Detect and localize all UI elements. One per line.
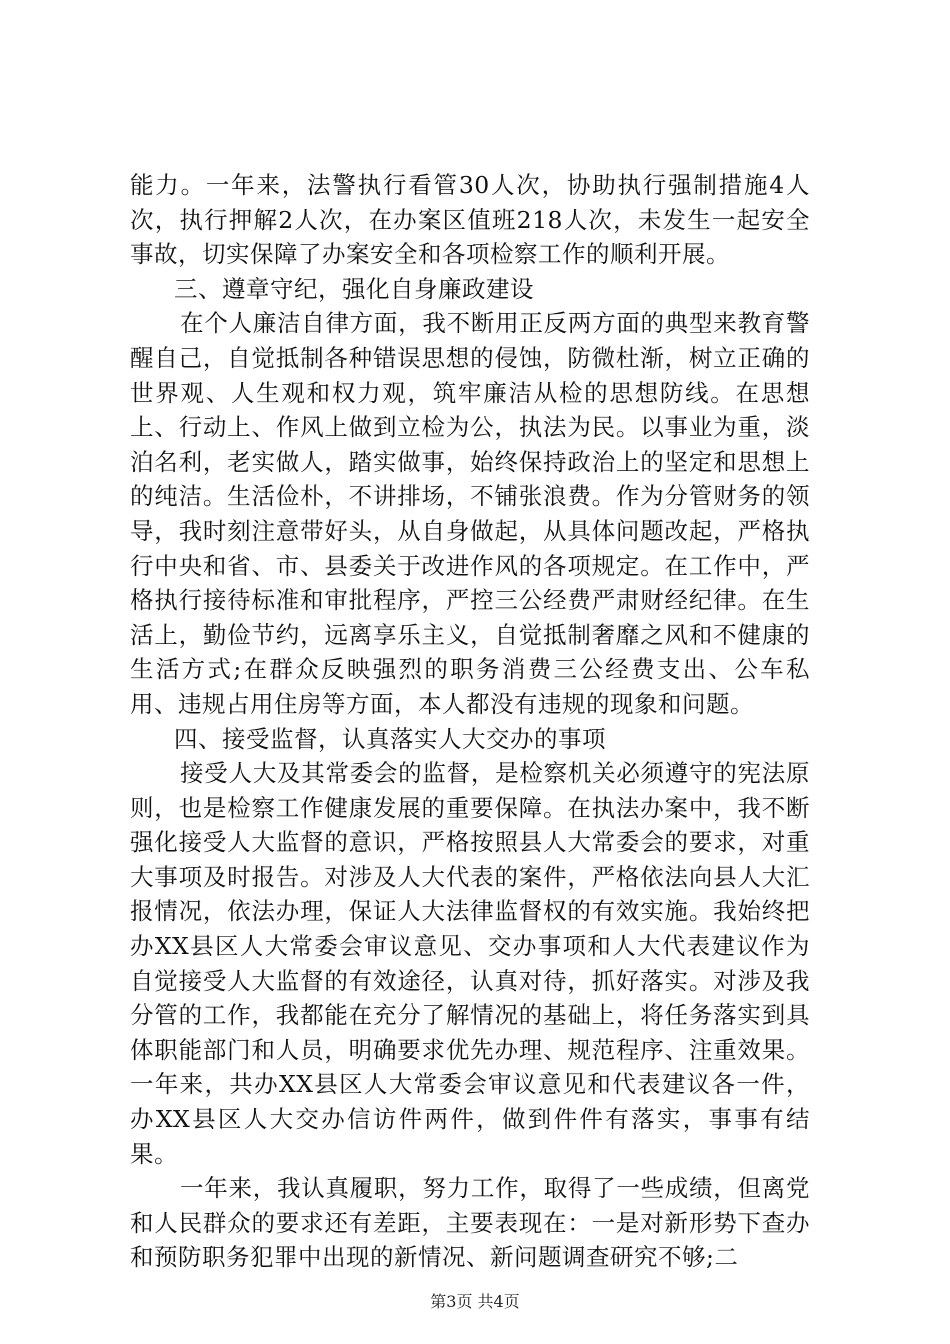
paragraph-summary: 一年来，我认真履职，努力工作，取得了一些成绩，但离党和人民群众的要求还有差距，主要表现在：一是对新形势下查办和预防职务犯罪中出现的新情况、新问题调查研究不够;二 bbox=[130, 1174, 810, 1272]
document-body bbox=[130, 168, 810, 1275]
paragraph-continuation: 能力。一年来，法警执行看管30人次，协助执行强制措施4人次，执行押解2人次，在办案区值班218人次，未发生一起安全事故，切实保障了办案安全和各项检察工作的顺利开展。 bbox=[130, 171, 810, 269]
section-heading-3: 三、遵章守纪，强化自身廉政建设 bbox=[174, 274, 534, 303]
page-footer bbox=[0, 1292, 950, 1312]
page-number-label: 第3页 共4页 bbox=[430, 1292, 520, 1311]
paragraph-supervision: 接受人大及其常委会的监督，是检察机关必须遵守的宪法原则，也是检察工作健康发展的重要保障。在执法办案中，我不断强化接受人大监督的意识，严格按照县人大常委会的要求，对重大事项及时报告。对涉及人大代表的案件，严格依法向县人大汇报情况，依法办理，保证人大法律监督权的有效实施。我始终把办XX县区人大常委会审议意见、交办事项和人大代表建议作为自觉接受人大监督的有效途径，认真对待，抓好落实。对涉及我分管的工作，我都能在充分了解情况的基础上，将任务落实到具体职能部门和人员，明确要求优先办理、规范程序、注重效果。一年来，共办XX县区人大常委会审议意见和代表建议各一件，办XX县区人大交办信访件两件，做到件件有落实，事事有结果。 bbox=[130, 759, 810, 1168]
paragraph-integrity: 在个人廉洁自律方面，我不断用正反两方面的典型来教育警醒自己，自觉抵制各种错误思想的侵蚀，防微杜渐，树立正确的世界观、人生观和权力观，筑牢廉洁从检的思想防线。在思想上、行动上、作风上做到立检为公，执法为民。以事业为重，淡泊名利，老实做人，踏实做事，始终保持政治上的坚定和思想上的纯洁。生活俭朴，不讲排场，不铺张浪费。作为分管财务的领导，我时刻注意带好头，从自身做起，从具体问题改起，严格执行中央和省、市、县委关于改进作风的各项规定。在工作中，严格执行接待标准和审批程序，严控三公经费严肃财经纪律。在生活上，勤俭节约，远离享乐主义，自觉抵制奢靡之风和不健康的生活方式;在群众反映强烈的职务消费三公经费支出、公车私用、违规占用住房等方面，本人都没有违规的现象和问题。 bbox=[130, 309, 810, 718]
section-heading-4: 四、接受监督，认真落实人大交办的事项 bbox=[174, 724, 606, 753]
